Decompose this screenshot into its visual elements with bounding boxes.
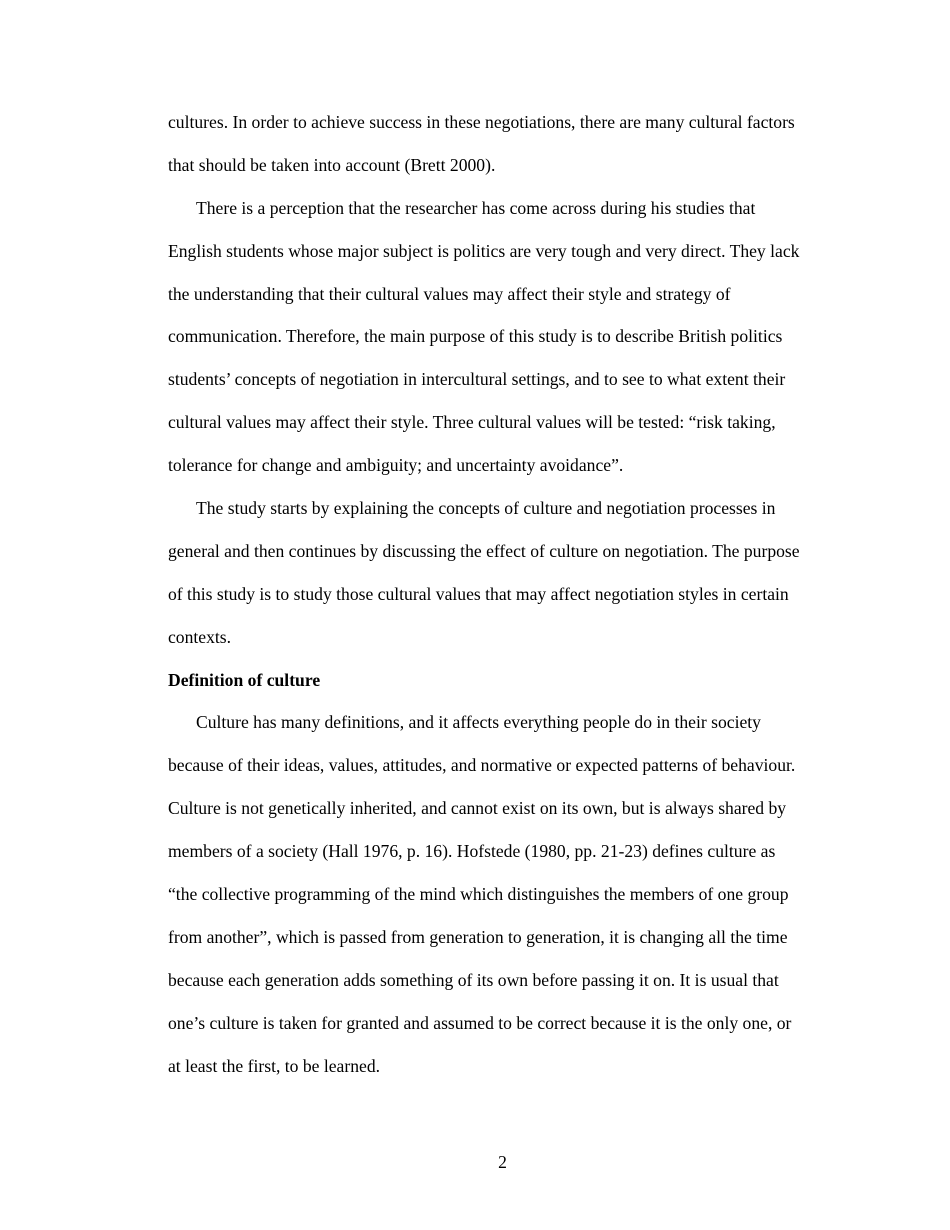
text-line: English students whose major subject is politics are very tough and very direct. They lack — [168, 240, 800, 261]
text-line: members of a society (Hall 1976, p. 16). Hofstede (1980, pp. 21-23) defines culture as — [168, 841, 776, 862]
document-body — [168, 101, 858, 1087]
section-heading: Definition of culture — [168, 669, 321, 690]
text-line: general and then continues by discussing the effect of culture on negotiation. The purpose — [168, 540, 800, 561]
text-line: from another”, which is passed from generation to generation, it is changing all the time — [168, 926, 788, 947]
text-line: Culture is not genetically inherited, and cannot exist on its own, but is always shared by — [168, 798, 787, 819]
text-line: the understanding that their cultural values may affect their style and strategy of — [168, 283, 731, 304]
paragraph-intro-continuation — [168, 101, 858, 187]
paragraph-culture-definition — [168, 701, 858, 1087]
text-line: students’ concepts of negotiation in intercultural settings, and to see to what extent their — [168, 369, 786, 390]
text-line: cultural values may affect their style. Three cultural values will be tested: “risk taking, — [168, 412, 776, 433]
text-line: communication. Therefore, the main purpose of this study is to describe British politics — [168, 326, 783, 347]
text-line: Culture has many definitions, and it affects everything people do in their society — [196, 712, 761, 733]
text-line: There is a perception that the researcher has come across during his studies that — [196, 197, 756, 218]
paragraph-study-structure — [168, 487, 858, 659]
text-line: because of their ideas, values, attitudes, and normative or expected patterns of behaviour. — [168, 755, 796, 776]
text-line: one’s culture is taken for granted and assumed to be correct because it is the only one, or — [168, 1012, 792, 1033]
text-line: because each generation adds something of its own before passing it on. It is usual that — [168, 969, 779, 990]
text-line: at least the first, to be learned. — [168, 1055, 381, 1076]
text-line: tolerance for change and ambiguity; and uncertainty avoidance”. — [168, 455, 624, 476]
text-line: contexts. — [168, 626, 232, 647]
text-line: cultures. In order to achieve success in these negotiations, there are many cultural factors — [168, 112, 795, 132]
text-line: of this study is to study those cultural values that may affect negotiation styles in certain — [168, 583, 789, 604]
text-line: “the collective programming of the mind which distinguishes the members of one group — [168, 884, 789, 905]
paragraph-perception — [168, 187, 858, 487]
page-number: 2 — [498, 1152, 507, 1172]
text-line: The study starts by explaining the concepts of culture and negotiation processes in — [196, 498, 776, 519]
text-line: that should be taken into account (Brett 2000). — [168, 154, 496, 175]
